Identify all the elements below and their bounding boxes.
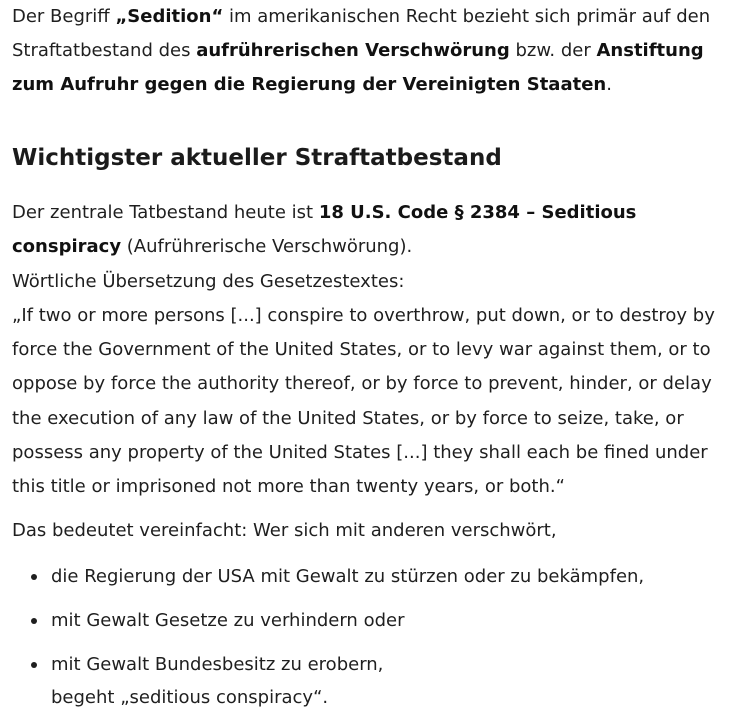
bullet-icon [31,618,37,624]
intro-text-1: Der Begriff [12,6,116,27]
intro-paragraph [12,0,724,102]
intro-text-4: . [606,74,612,95]
intro-text-3: bzw. der [509,40,597,61]
list-item [12,560,724,593]
statute-citation: 18 U.S. Code § 2384 – Seditious conspiracy [12,202,637,258]
intro-term-incitement: Anstiftung zum Aufruhr gegen die Regierung der Vereinigten Staaten [12,40,704,95]
list-item-text: die Regierung der USA mit Gewalt zu stürzen oder zu bekämpfen, [51,566,645,587]
summary-list [12,560,724,714]
section-heading: Wichtigster aktueller Straftatbestand [12,145,502,171]
list-item-text: mit Gewalt Gesetze zu verhindern oder [51,610,405,631]
list-item [12,604,724,637]
statute-text-1: Der zentrale Tatbestand heute ist [12,202,319,223]
intro-text-2: im amerikanischen Recht bezieht sich primär auf den Straftatbestand des [12,6,711,61]
translation-label: Wörtliche Übersetzung des Gesetzestextes: [12,270,405,292]
list-item-text: mit Gewalt Bundesbesitz zu erobern, [51,654,384,675]
list-item [12,648,724,714]
bullet-icon [31,574,37,580]
summary-tail: begeht „seditious conspiracy“. [51,687,329,708]
bullet-icon [31,662,37,668]
statute-quote: „If two or more persons [...] conspire to overthrow, put down, or to destroy by force the Government of the United States, or to levy war against them, or to oppose by force the authority thereof, or by force to prevent, hinder, or delay the execution of any law of the United States, or by force to seize, take, or possess any property of the United States [...] they shall each be fined under this title or imprisoned not more than twenty years, or both.“ [12,304,715,498]
intro-term-sedition: „Sedition“ [115,6,224,27]
intro-term-conspiracy: aufrührerischen Verschwörung [196,40,510,61]
statute-paragraph [12,196,724,505]
statute-text-2: (Aufrührerische Verschwörung). [121,236,413,258]
summary-lead: Das bedeutet vereinfacht: Wer sich mit anderen verschwört, [12,520,557,541]
